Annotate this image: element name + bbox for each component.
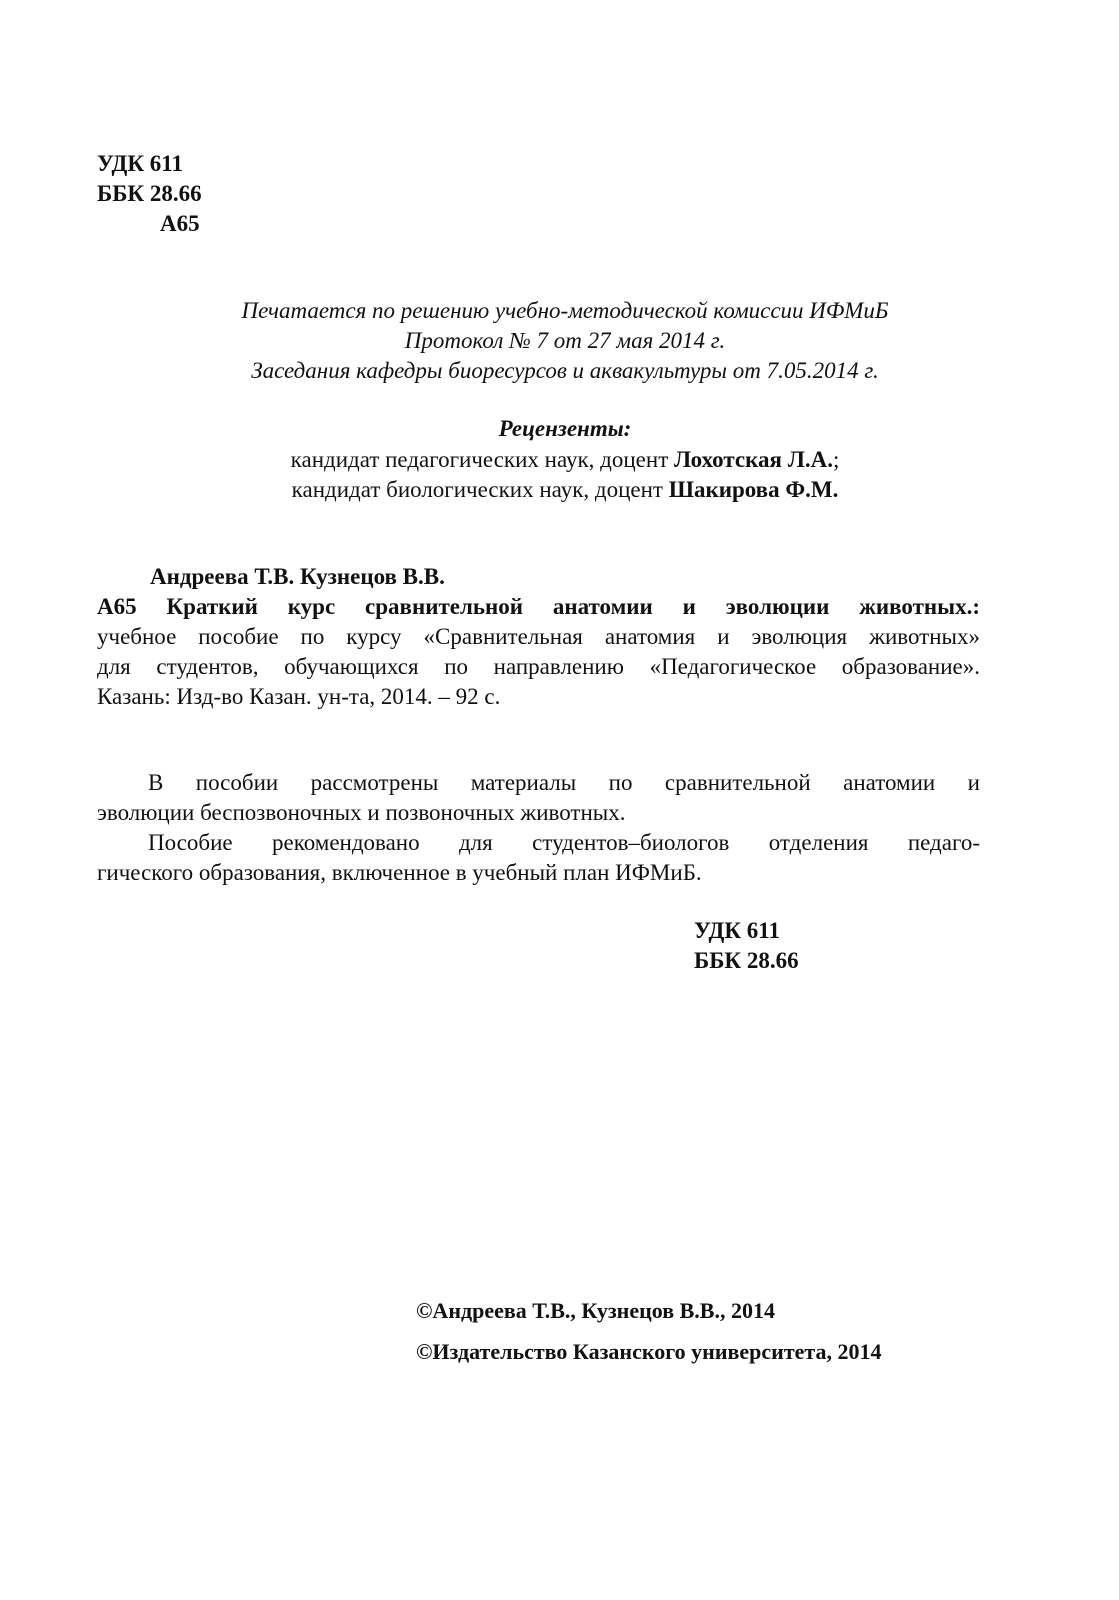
udk-code: УДК 611 xyxy=(97,151,184,176)
bbk-code-bottom: ББК 28.66 xyxy=(694,948,799,973)
reviewer-2-name: Шакирова Ф.М. xyxy=(668,477,839,502)
bib-line-4: Казань: Изд-во Казан. ун-та, 2014. – 92 с. xyxy=(97,684,501,709)
reviewer-2-title: кандидат биологических наук, доцент xyxy=(291,477,669,502)
bbk-code: ББК 28.66 xyxy=(97,181,202,206)
annotation-p2-line-1: Пособие рекомендовано для студентов–биологов отделения педаго- xyxy=(148,830,980,855)
reviewer-1-title: кандидат педагогических наук, доцент xyxy=(290,447,674,472)
bib-line-3: для студентов, обучающихся по направлению «Педагогическое образование». xyxy=(97,654,980,679)
annotation-p2-line-2: гического образования, включенное в учебный план ИФМиБ. xyxy=(97,860,702,885)
reviewer-1-name: Лохотская Л.А. xyxy=(674,447,833,472)
reviewers-heading: Рецензенты: xyxy=(498,416,632,441)
bib-line-2: учебное пособие по курсу «Сравнительная анатомия и эволюция животных» xyxy=(97,624,980,649)
reviewer-2 xyxy=(150,477,980,503)
author-code: А65 xyxy=(160,211,200,236)
bib-title: Краткий курс сравнительной анатомии и эволюции животных.: xyxy=(166,594,981,619)
annotation-p1-line-1: В пособии рассмотрены материалы по сравнительной анатомии и xyxy=(148,770,980,795)
bib-code: А65 xyxy=(97,594,137,619)
approval-line-1: Печатается по решению учебно-методической комиссии ИФМиБ xyxy=(241,298,889,323)
bib-title-line xyxy=(97,594,980,620)
approval-line-2: Протокол № 7 от 27 мая 2014 г. xyxy=(404,328,726,353)
reviewer-1-suffix: ; xyxy=(832,447,840,472)
copyright-publisher: ©Издательство Казанского университета, 2014 xyxy=(416,1339,882,1364)
udk-code-bottom: УДК 611 xyxy=(694,918,781,943)
annotation-p1-line-2: эволюции беспозвоночных и позвоночных животных. xyxy=(97,800,626,825)
approval-line-3: Заседания кафедры биоресурсов и аквакультуры от 7.05.2014 г. xyxy=(251,358,879,383)
reviewer-1 xyxy=(150,447,980,473)
copyright-authors: ©Андреева Т.В., Кузнецов В.В., 2014 xyxy=(416,1298,775,1323)
bib-authors: Андреева Т.В. Кузнецов В.В. xyxy=(150,564,445,589)
